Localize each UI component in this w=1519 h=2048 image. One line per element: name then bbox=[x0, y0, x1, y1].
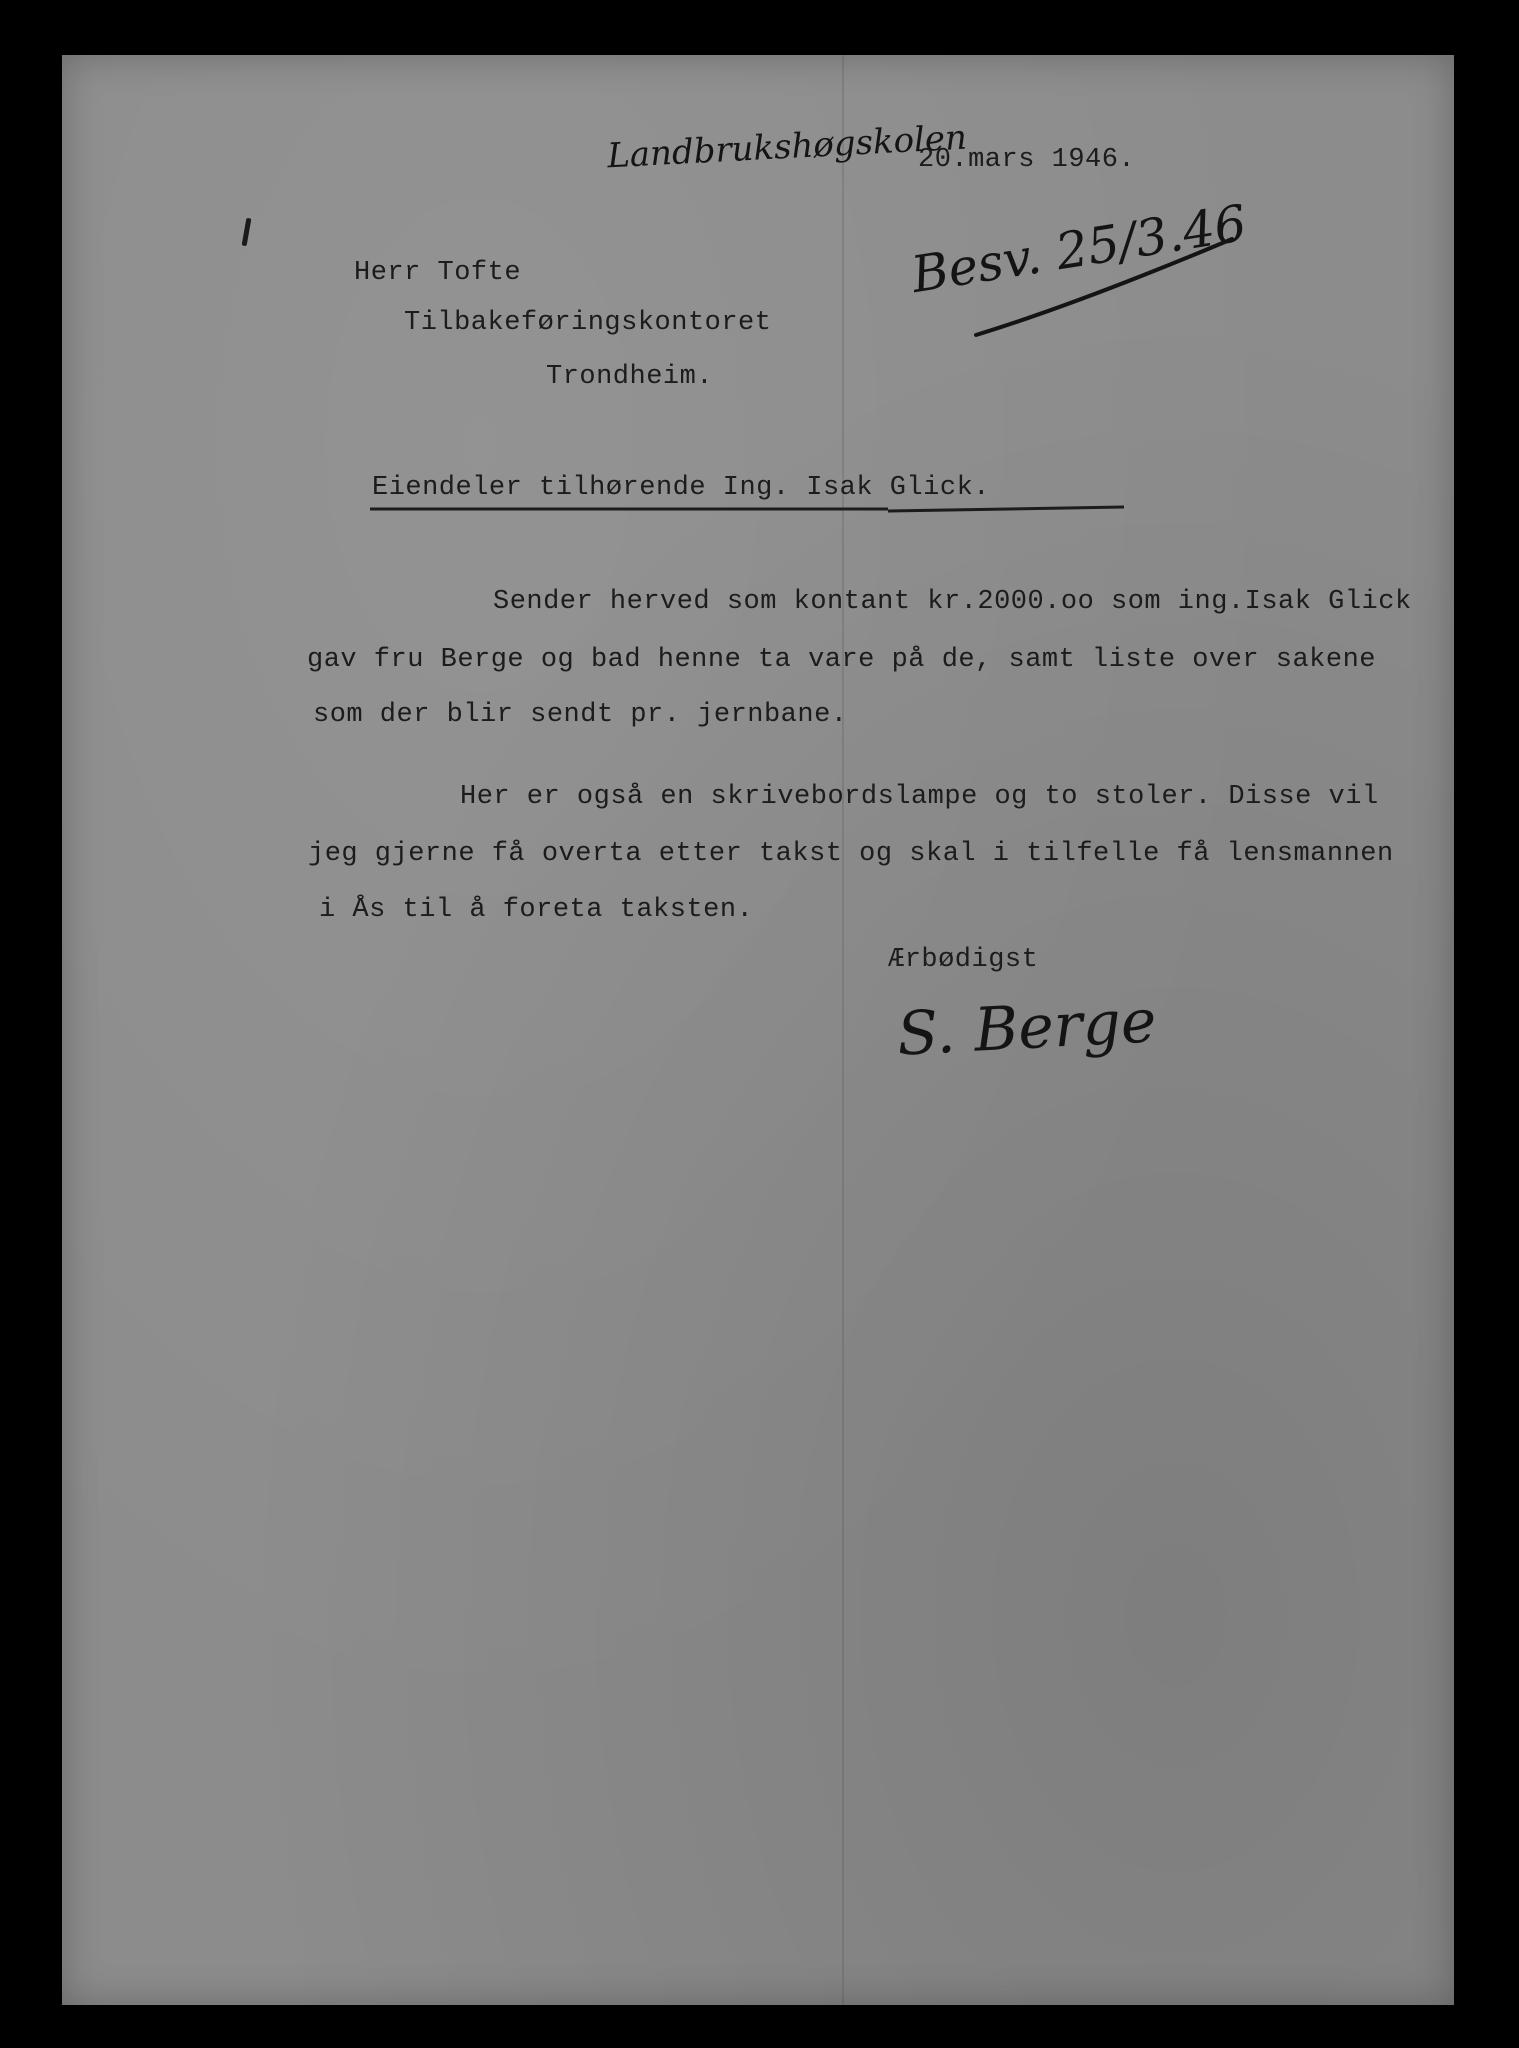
received-note-stroke bbox=[974, 231, 1234, 341]
paragraph2-line3: i Ås til å foreta taksten. bbox=[319, 895, 754, 925]
recipient-city: Trondheim. bbox=[546, 362, 714, 392]
handwritten-place: Landbrukshøgskolen bbox=[606, 117, 968, 177]
subject-underline bbox=[368, 503, 1128, 515]
paper-fold bbox=[842, 55, 844, 2005]
received-note: Besv. 25/3.46 bbox=[907, 193, 1251, 305]
closing: Ærbødigst bbox=[888, 945, 1039, 975]
recipient-name: Herr Tofte bbox=[354, 258, 522, 288]
signature: S. Berge bbox=[895, 986, 1158, 1070]
subject-line: Eiendeler tilhørende Ing. Isak Glick. bbox=[372, 473, 990, 503]
margin-mark bbox=[242, 218, 252, 246]
paragraph1-line3: som der blir sendt pr. jernbane. bbox=[313, 700, 848, 730]
paragraph1-line1: Sender herved som kontant kr.2000.oo som ing.Isak Glick bbox=[493, 587, 1412, 617]
letter-date: 20.mars 1946. bbox=[918, 145, 1136, 175]
letter-page bbox=[62, 55, 1454, 2005]
paragraph1-line2: gav fru Berge og bad henne ta vare på de, samt liste over sakene bbox=[307, 645, 1376, 675]
recipient-office: Tilbakeføringskontoret bbox=[404, 308, 772, 338]
paragraph2-line1: Her er også en skrivebordslampe og to stoler. Disse vil bbox=[460, 782, 1379, 812]
paragraph2-line2: jeg gjerne få overta etter takst og skal i tilfelle få lensmannen bbox=[308, 839, 1394, 869]
